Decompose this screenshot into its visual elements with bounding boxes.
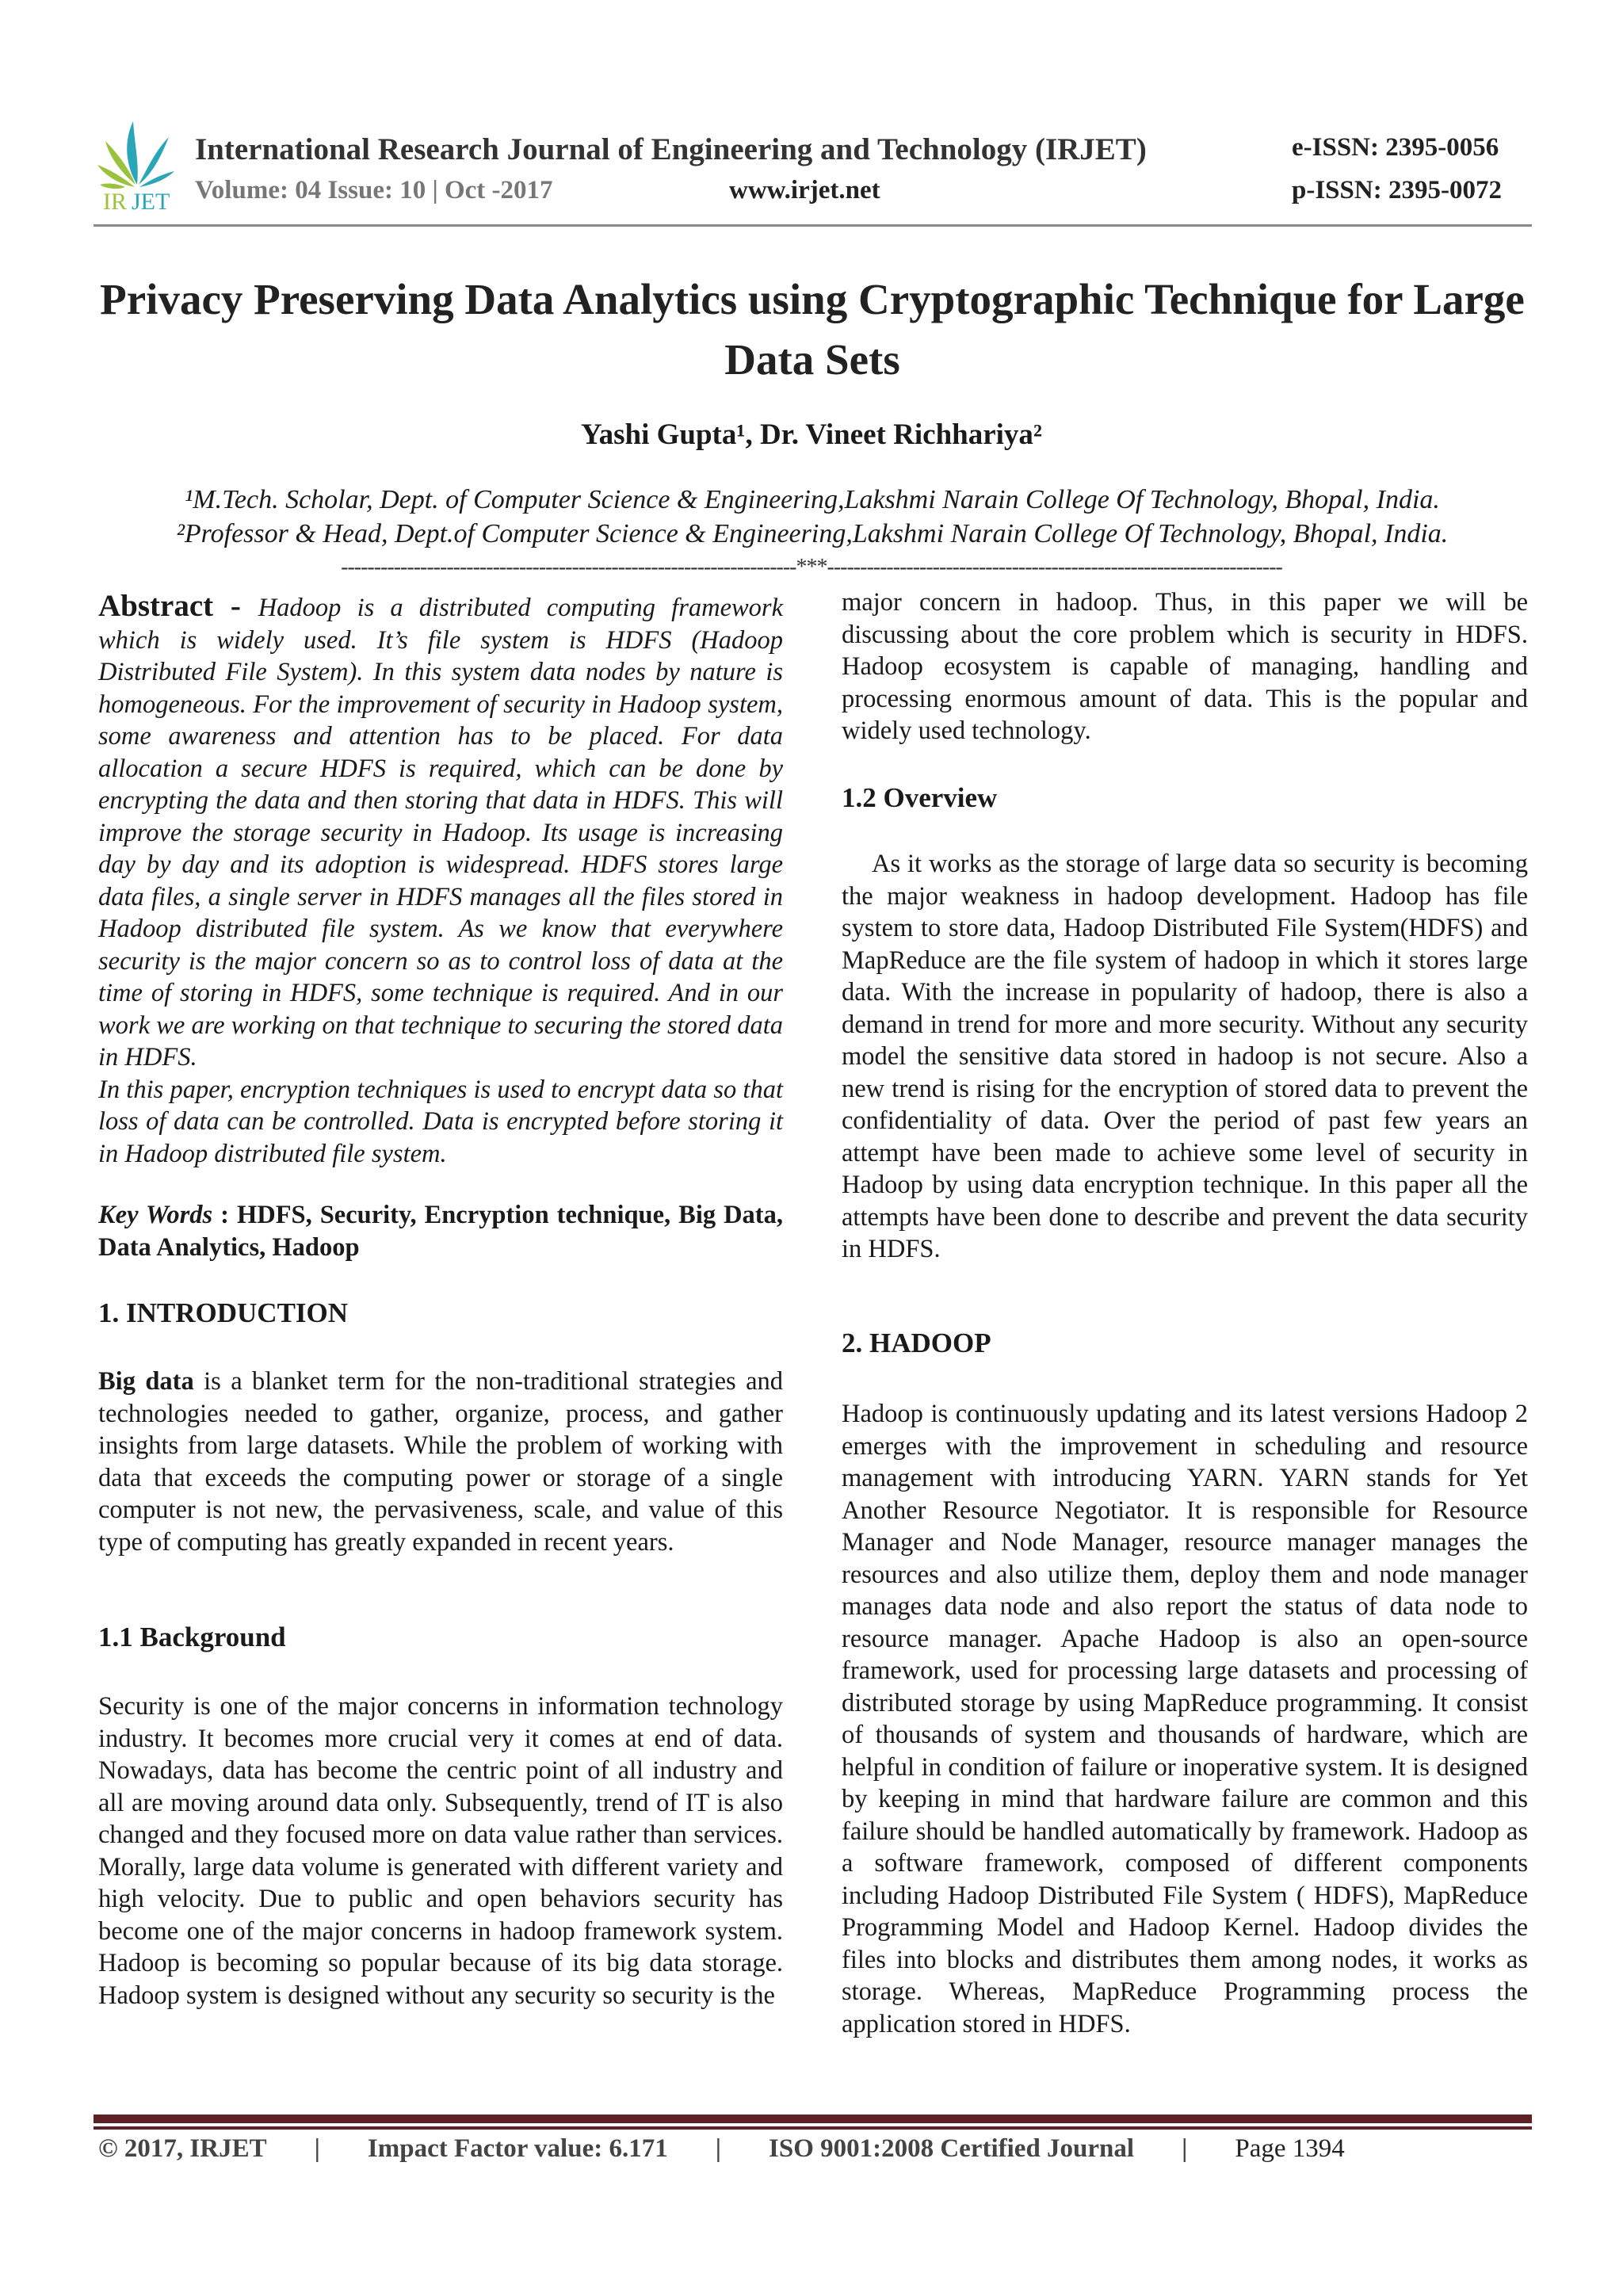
footer-separator: |: [314, 2134, 320, 2163]
section-divider: ---------------------------------------------------------------------***---------------------------------------------------------------------: [341, 555, 1282, 579]
footer-bar: [94, 2115, 1532, 2123]
footer-copyright: © 2017, IRJET: [98, 2134, 267, 2163]
background-paragraph: Security is one of the major concerns in information technology industry. It becomes more crucial very it comes at end of data. Nowadays, data has become the centric point of all industry and all are moving around data only. Subsequently, trend of IT is also changed and they focused more on data value rather than services. Morally, large data volume is generated with different variety and high velocity. Due to public and open behaviors security has become one of the major concerns in hadoop framework system. Hadoop is becoming so popular because of its big data storage. Hadoop system is designed without any security so security is the: [98, 1692, 783, 2010]
paper-title: Privacy Preserving Data Analytics using Cryptographic Technique for Large Data Sets: [100, 275, 1525, 384]
overview-heading: 1.2 Overview: [842, 782, 998, 813]
hadoop-heading: 2. HADOOP: [842, 1328, 991, 1358]
footer-page-number: Page 1394: [1235, 2134, 1345, 2163]
abstract-text-2: In this paper, encryption techniques is used to encrypt data so that loss of data can be controlled. Data is encrypted before storing it in Hadoop distributed file system.: [98, 1075, 783, 1168]
background-paragraph-continued: major concern in hadoop. Thus, in this paper we will be discussing about the core problem which is security in HDFS. Hadoop ecosystem is capable of managing, handling and processing enormous amount of data. This is the popular and widely used technology.: [842, 588, 1528, 745]
volume-issue: Volume: 04 Issue: 10 | Oct -2017: [195, 176, 553, 204]
e-issn: e-ISSN: 2395-0056: [1292, 133, 1499, 162]
irjet-logo: [94, 117, 181, 212]
keywords-text: : HDFS, Security, Encryption technique, Big Data, Data Analytics, Hadoop: [98, 1201, 783, 1262]
footer-separator: |: [715, 2134, 721, 2163]
background-heading: 1.1 Background: [98, 1622, 286, 1652]
hadoop-paragraph: Hadoop is continuously updating and its latest versions Hadoop 2 emerges with the improvement in scheduling and resource management with introducing YARN. YARN stands for Yet Another Resource Negotiator. It is responsible for Resource Manager and Node Manager, resource manager manages the resources and also utilize them, deploy them and node manager manages data node and also report the status of data node to resource manager. Apache Hadoop is also an open-source framework, used for processing large datasets and processing of distributed storage by using MapReduce programming. It consist of thousands of system and thousands of hardware, which are helpful in condition of failure or inoperative system. It is designed by keeping in mind that hardware failure are common and this failure should be handled automatically by framework. Hadoop as a software framework, composed of different components including Hadoop Distributed File System ( HDFS), MapReduce Programming Model and Hadoop Kernel. Hadoop divides the files into blocks and distributes them among nodes, it works as storage. Whereas, MapReduce Programming process the application stored in HDFS.: [842, 1400, 1528, 2038]
intro-paragraph: [98, 1366, 783, 1558]
intro-bold-term: Big data: [98, 1367, 194, 1396]
footer-iso: ISO 9001:2008 Certified Journal: [769, 2134, 1135, 2163]
paper-authors: Yashi Gupta¹, Dr. Vineet Richhariya²: [580, 418, 1043, 451]
header-rule: [94, 224, 1532, 227]
keywords: [98, 1199, 783, 1263]
journal-website[interactable]: www.irjet.net: [729, 176, 880, 204]
overview-paragraph: As it works as the storage of large data so security is becoming the major weakness in hadoop development. Hadoop has file system to store data, Hadoop Distributed File System(HDFS) and MapReduce are the file system of hadoop in which it stores large data. With the increase in popularity of hadoop, there is also a demand in trend for more and more security. Without any security model the sensitive data stored in hadoop is not secure. Also a new trend is rising for the encryption of stored data to prevent the confidentiality of data. Over the period of past few years an attempt have been made to achieve some level of security in Hadoop by using data encryption technique. In this paper all the attempts have been done to describe and prevent the data security in HDFS.: [842, 850, 1528, 1263]
footer-impact-factor: Impact Factor value: 6.171: [367, 2134, 668, 2163]
footer-bar-thin: [94, 2126, 1532, 2130]
svg-text:JET: JET: [132, 189, 170, 212]
footer-separator: |: [1182, 2134, 1188, 2163]
footer: [98, 2134, 1345, 2164]
keywords-label: Key Words: [98, 1201, 213, 1229]
intro-heading: 1. INTRODUCTION: [98, 1297, 349, 1328]
intro-text: is a blanket term for the non-traditional strategies and technologies needed to gather, organize, process, and gather insights from large datasets. While the problem of working with data that exceeds the computing power or storage of a single computer is not new, the pervasiveness, scale, and value of this type of computing has greatly expanded in recent years.: [98, 1367, 783, 1557]
logo-leaves-icon: [94, 117, 181, 212]
affiliation-1: ¹M.Tech. Scholar, Dept. of Computer Science & Engineering,Lakshmi Narain College Of Technology, Bhopal, India.: [185, 485, 1440, 514]
affiliation-2: ²Professor & Head, Dept.of Computer Science & Engineering,Lakshmi Narain College Of Technology, Bhopal, India.: [176, 519, 1449, 548]
svg-text:IR: IR: [103, 189, 127, 212]
journal-name: International Research Journal of Engineering and Technology (IRJET): [195, 132, 1147, 166]
abstract-label: Abstract -: [98, 589, 258, 623]
abstract: [98, 590, 783, 1170]
p-issn: p-ISSN: 2395-0072: [1292, 176, 1502, 204]
abstract-text: Hadoop is a distributed computing framework which is widely used. It’s file system is HDFS (Hadoop Distributed File System). In this system data nodes by nature is homogeneous. For the improvement of security in Hadoop system, some awareness and attention has to be placed. For data allocation a secure HDFS is required, which can be done by encrypting the data and then storing that data in HDFS. This will improve the storage security in Hadoop. Its usage is increasing day by day and its adoption is widespread. HDFS stores large data files, a single server in HDFS manages all the files stored in Hadoop distributed file system. As we know that everywhere security is the major concern so as to control loss of data at the time of storing in HDFS, some technique is required. And in our work we are working on that technique to securing the stored data in HDFS.: [98, 594, 783, 1072]
